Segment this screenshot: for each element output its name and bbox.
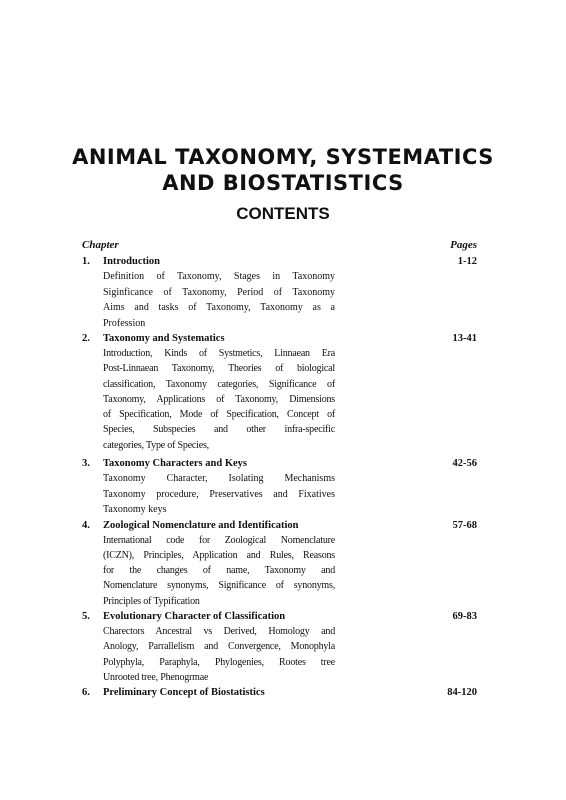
chapter-title: Preliminary Concept of Biostatistics: [103, 687, 265, 699]
table-of-contents: [82, 254, 477, 700]
chapter-title: Zoological Nomenclature and Identification: [103, 519, 299, 531]
contents-heading: CONTENTS: [236, 204, 330, 223]
topic-line: (ICZN), Principles, Application and Rules, Reasons: [103, 549, 335, 561]
topic-line: Introduction, Kinds of Systmetics, Linnaean Era: [103, 348, 335, 359]
topic-line: Aims and tasks of Taxonomy, Taxonomy as a: [103, 302, 335, 313]
chapter-title: Taxonomy Characters and Keys: [103, 458, 247, 470]
topic-line: Charectors Ancestral vs Derived, Homology and: [103, 626, 335, 638]
topic-line: Anology, Parrallelism and Convergence, Monophyla: [103, 641, 335, 653]
topic-line: Taxonomy procedure, Preservatives and Fixatives: [103, 488, 335, 500]
chapter-number: 6.: [82, 687, 90, 699]
chapter-topics: [103, 624, 335, 685]
chapter-topics: [103, 533, 335, 609]
topic-line: Taxonomy, Applications of Taxonomy, Dimensions: [103, 393, 335, 405]
book-title-line-1: ANIMAL TAXONOMY, SYSTEMATICS: [72, 145, 494, 169]
topic-line: classification, Taxonomy categories, Significance of: [103, 378, 335, 390]
topic-line: Principles of Typification: [103, 595, 200, 607]
toc-entry-6: [82, 685, 477, 700]
book-title-line-2: AND BIOSTATISTICS: [162, 171, 404, 195]
chapter-pages: 84-120: [447, 687, 477, 699]
topic-line: Species, Subspecies and other infra-specific: [103, 424, 335, 436]
topic-line: of Specification, Mode of Specification, Concept of: [103, 409, 335, 421]
chapter-pages: 1-12: [457, 256, 477, 267]
topic-line: Nomenclature synonyms, Significance of synonyms,: [103, 580, 335, 592]
chapter-pages: 42-56: [452, 458, 477, 470]
chapter-topics: [103, 471, 335, 518]
toc-entry-5: [82, 609, 477, 685]
chapter-column-label: Chapter: [82, 239, 119, 251]
topic-line: Definition of Taxonomy, Stages in Taxonomy: [103, 271, 335, 282]
topic-line: Unrooted tree, Phenogrmae: [103, 671, 209, 683]
topic-line: categories, Type of Species,: [103, 439, 209, 451]
toc-entry-3: [82, 456, 477, 518]
topic-line: Taxonomy Character, Isolating Mechanisms: [103, 473, 335, 485]
chapter-pages: 13-41: [452, 333, 477, 344]
chapter-number: 3.: [82, 458, 90, 470]
topic-line: for the changes of name, Taxonomy and: [103, 565, 335, 577]
chapter-number: 5.: [82, 611, 90, 623]
chapter-pages: 69-83: [452, 611, 477, 623]
pages-column-label: Pages: [450, 239, 477, 251]
chapter-number: 1.: [82, 256, 90, 267]
topic-line: International code for Zoological Nomenclature: [103, 534, 335, 546]
chapter-title: Introduction: [103, 256, 160, 267]
chapter-topics: [103, 269, 335, 331]
topic-line: Siginficance of Taxonomy, Period of Taxonomy: [103, 286, 335, 298]
topic-line: Post-Linnaean Taxonomy, Theories of biological: [103, 363, 335, 375]
chapter-title: Evolutionary Character of Classification: [103, 611, 286, 623]
toc-entry-1: [82, 254, 477, 331]
topic-line: Taxonomy keys: [103, 504, 167, 516]
chapter-pages: 57-68: [452, 519, 477, 531]
toc-entry-4: [82, 518, 477, 609]
toc-entry-2: [82, 331, 477, 453]
chapter-title: Taxonomy and Systematics: [103, 333, 225, 344]
chapter-number: 4.: [82, 519, 90, 531]
toc-column-headers: [82, 239, 477, 251]
chapter-topics: [103, 346, 335, 453]
topic-line: Polyphyla, Paraphyla, Phylogenies, Rootes tree: [103, 656, 335, 668]
chapter-number: 2.: [82, 333, 90, 344]
topic-line: Profession: [103, 317, 146, 329]
